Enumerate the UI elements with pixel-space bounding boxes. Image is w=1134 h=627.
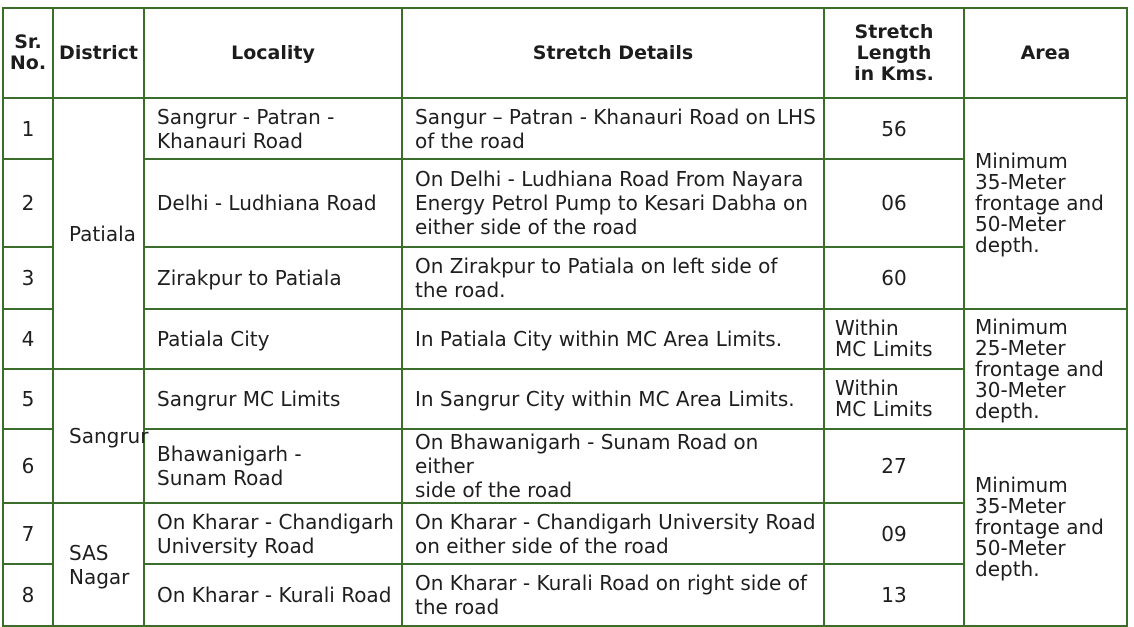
stretch-details-cell: In Sangrur City within MC Area Limits.	[402, 369, 824, 429]
stretch-length-cell: 60	[824, 247, 964, 309]
stretch-length-cell: 13	[824, 564, 964, 626]
stretch-length-cell: Within MC Limits	[824, 369, 964, 429]
district-cell-patiala: Patiala	[53, 98, 144, 369]
header-area: Area	[964, 8, 1127, 98]
sr-cell: 8	[3, 564, 53, 626]
stretch-details-cell: On Zirakpur to Patiala on left side of the road.	[402, 247, 824, 309]
header-sr-no: Sr. No.	[3, 8, 53, 98]
stretch-details-cell: In Patiala City within MC Area Limits.	[402, 309, 824, 369]
sr-cell: 7	[3, 503, 53, 564]
stretch-length-cell: 56	[824, 98, 964, 159]
district-cell-sangrur: Sangrur	[53, 369, 144, 503]
stretch-details-cell: Sangur – Patran - Khanauri Road on LHS of the road	[402, 98, 824, 159]
sr-cell: 6	[3, 429, 53, 503]
stretch-length-cell: 06	[824, 159, 964, 247]
area-cell-group-2: Minimum 25-Meter frontage and 30-Meter depth.	[964, 309, 1127, 429]
stretch-length-cell: 27	[824, 429, 964, 503]
table-row	[3, 564, 1127, 626]
locality-cell: Sangrur MC Limits	[144, 369, 402, 429]
locality-cell: Zirakpur to Patiala	[144, 247, 402, 309]
header-district: District	[53, 8, 144, 98]
locality-cell: Patiala City	[144, 309, 402, 369]
stretch-details-cell: On Kharar - Kurali Road on right side of the road	[402, 564, 824, 626]
district-cell-sas-nagar: SAS Nagar	[53, 503, 144, 626]
header-row	[3, 8, 1127, 98]
table-row	[3, 98, 1127, 159]
stretch-length-cell: 09	[824, 503, 964, 564]
area-cell-group-1: Minimum 35-Meter frontage and 50-Meter depth.	[964, 98, 1127, 309]
header-locality: Locality	[144, 8, 402, 98]
stretch-table	[2, 7, 1128, 627]
table-row	[3, 369, 1127, 429]
sr-cell: 2	[3, 159, 53, 247]
sr-cell: 5	[3, 369, 53, 429]
locality-cell: Bhawanigarh - Sunam Road	[144, 429, 402, 503]
locality-cell: On Kharar - Chandigarh University Road	[144, 503, 402, 564]
locality-cell: Delhi - Ludhiana Road	[144, 159, 402, 247]
locality-cell: Sangrur - Patran - Khanauri Road	[144, 98, 402, 159]
stretch-length-cell: Within MC Limits	[824, 309, 964, 369]
area-cell-group-3: Minimum 35-Meter frontage and 50-Meter depth.	[964, 429, 1127, 626]
table-row	[3, 159, 1127, 247]
table-row	[3, 429, 1127, 503]
sr-cell: 1	[3, 98, 53, 159]
stretch-details-cell: On Bhawanigarh - Sunam Road on either side of the road	[402, 429, 824, 503]
locality-cell: On Kharar - Kurali Road	[144, 564, 402, 626]
table-row	[3, 503, 1127, 564]
sr-cell: 4	[3, 309, 53, 369]
header-stretch-details: Stretch Details	[402, 8, 824, 98]
sr-cell: 3	[3, 247, 53, 309]
table-row	[3, 309, 1127, 369]
table-row	[3, 247, 1127, 309]
stretch-details-cell: On Kharar - Chandigarh University Road on either side of the road	[402, 503, 824, 564]
stretch-details-cell: On Delhi - Ludhiana Road From Nayara Energy Petrol Pump to Kesari Dabha on either side of the road	[402, 159, 824, 247]
header-stretch-length: Stretch Length in Kms.	[824, 8, 964, 98]
